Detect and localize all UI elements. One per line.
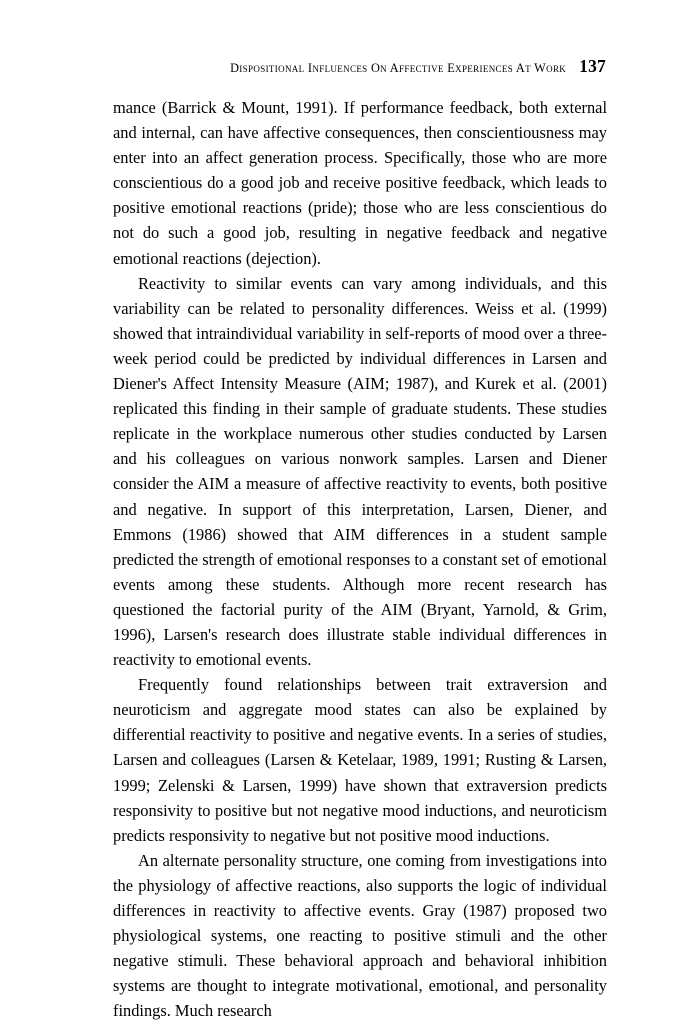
paragraph: mance (Barrick & Mount, 1991). If performance feedback, both external and internal, can have affective consequences, then conscientiousness may enter into an affect generation process. Specifically, those who are more conscientious do a good job and receive positive feedback, which leads to positive emotional reactions (pride); those who are less conscientious do not do such a good job, resulting in negative feedback and negative emotional reactions (dejection). xyxy=(113,98,607,268)
page-header xyxy=(113,56,606,77)
paragraph: Reactivity to similar events can vary among individuals, and this variability can be related to personality differences. Weiss et al. (1999) showed that intraindividual variability in self-reports of mood over a three-week period could be predicted by individual differences in Larsen and Diener's Affect Intensity Measure (AIM; 1987), and Kurek et al. (2001) replicated this finding in their sample of graduate students. These studies replicate in the workplace numerous other studies conducted by Larsen and his colleagues on various nonwork samples. Larsen and Diener consider the AIM a measure of affective reactivity to events, both positive and negative. In support of this interpretation, Larsen, Diener, and Emmons (1986) showed that AIM differences in a student sample predicted the strength of emotional responses to a constant set of emotional events among these students. Although more recent research has questioned the factorial purity of the AIM (Bryant, Yarnold, & Grim, 1996), Larsen's research does illustrate stable individual differences in reactivity to emotional events. xyxy=(113,273,607,670)
page-number: 137 xyxy=(579,56,606,76)
paragraph: Frequently found relationships between trait extraversion and neuroticism and aggregate mood states can also be explained by differential reactivity to positive and negative events. In a series of studies, Larsen and colleagues (Larsen & Ketelaar, 1989, 1991; Rusting & Larsen, 1999; Zelenski & Larsen, 1999) have shown that extraversion predicts responsivity to positive but not negative mood inductions, and neuroticism predicts responsivity to negative but not positive mood inductions. xyxy=(113,675,607,845)
body-text-column xyxy=(113,95,607,1023)
paragraph: An alternate personality structure, one coming from investigations into the physiology of affective reactions, also supports the logic of individual differences in reactivity to affective events. Gray (1987) proposed two physiological systems, one reacting to positive stimuli and the other negative stimuli. These behavioral approach and behavioral inhibition systems are thought to integrate motivational, emotional, and personality findings. Much research xyxy=(113,850,607,1021)
running-head-title: Dispositional Influences On Affective Experiences At Work xyxy=(230,61,567,75)
